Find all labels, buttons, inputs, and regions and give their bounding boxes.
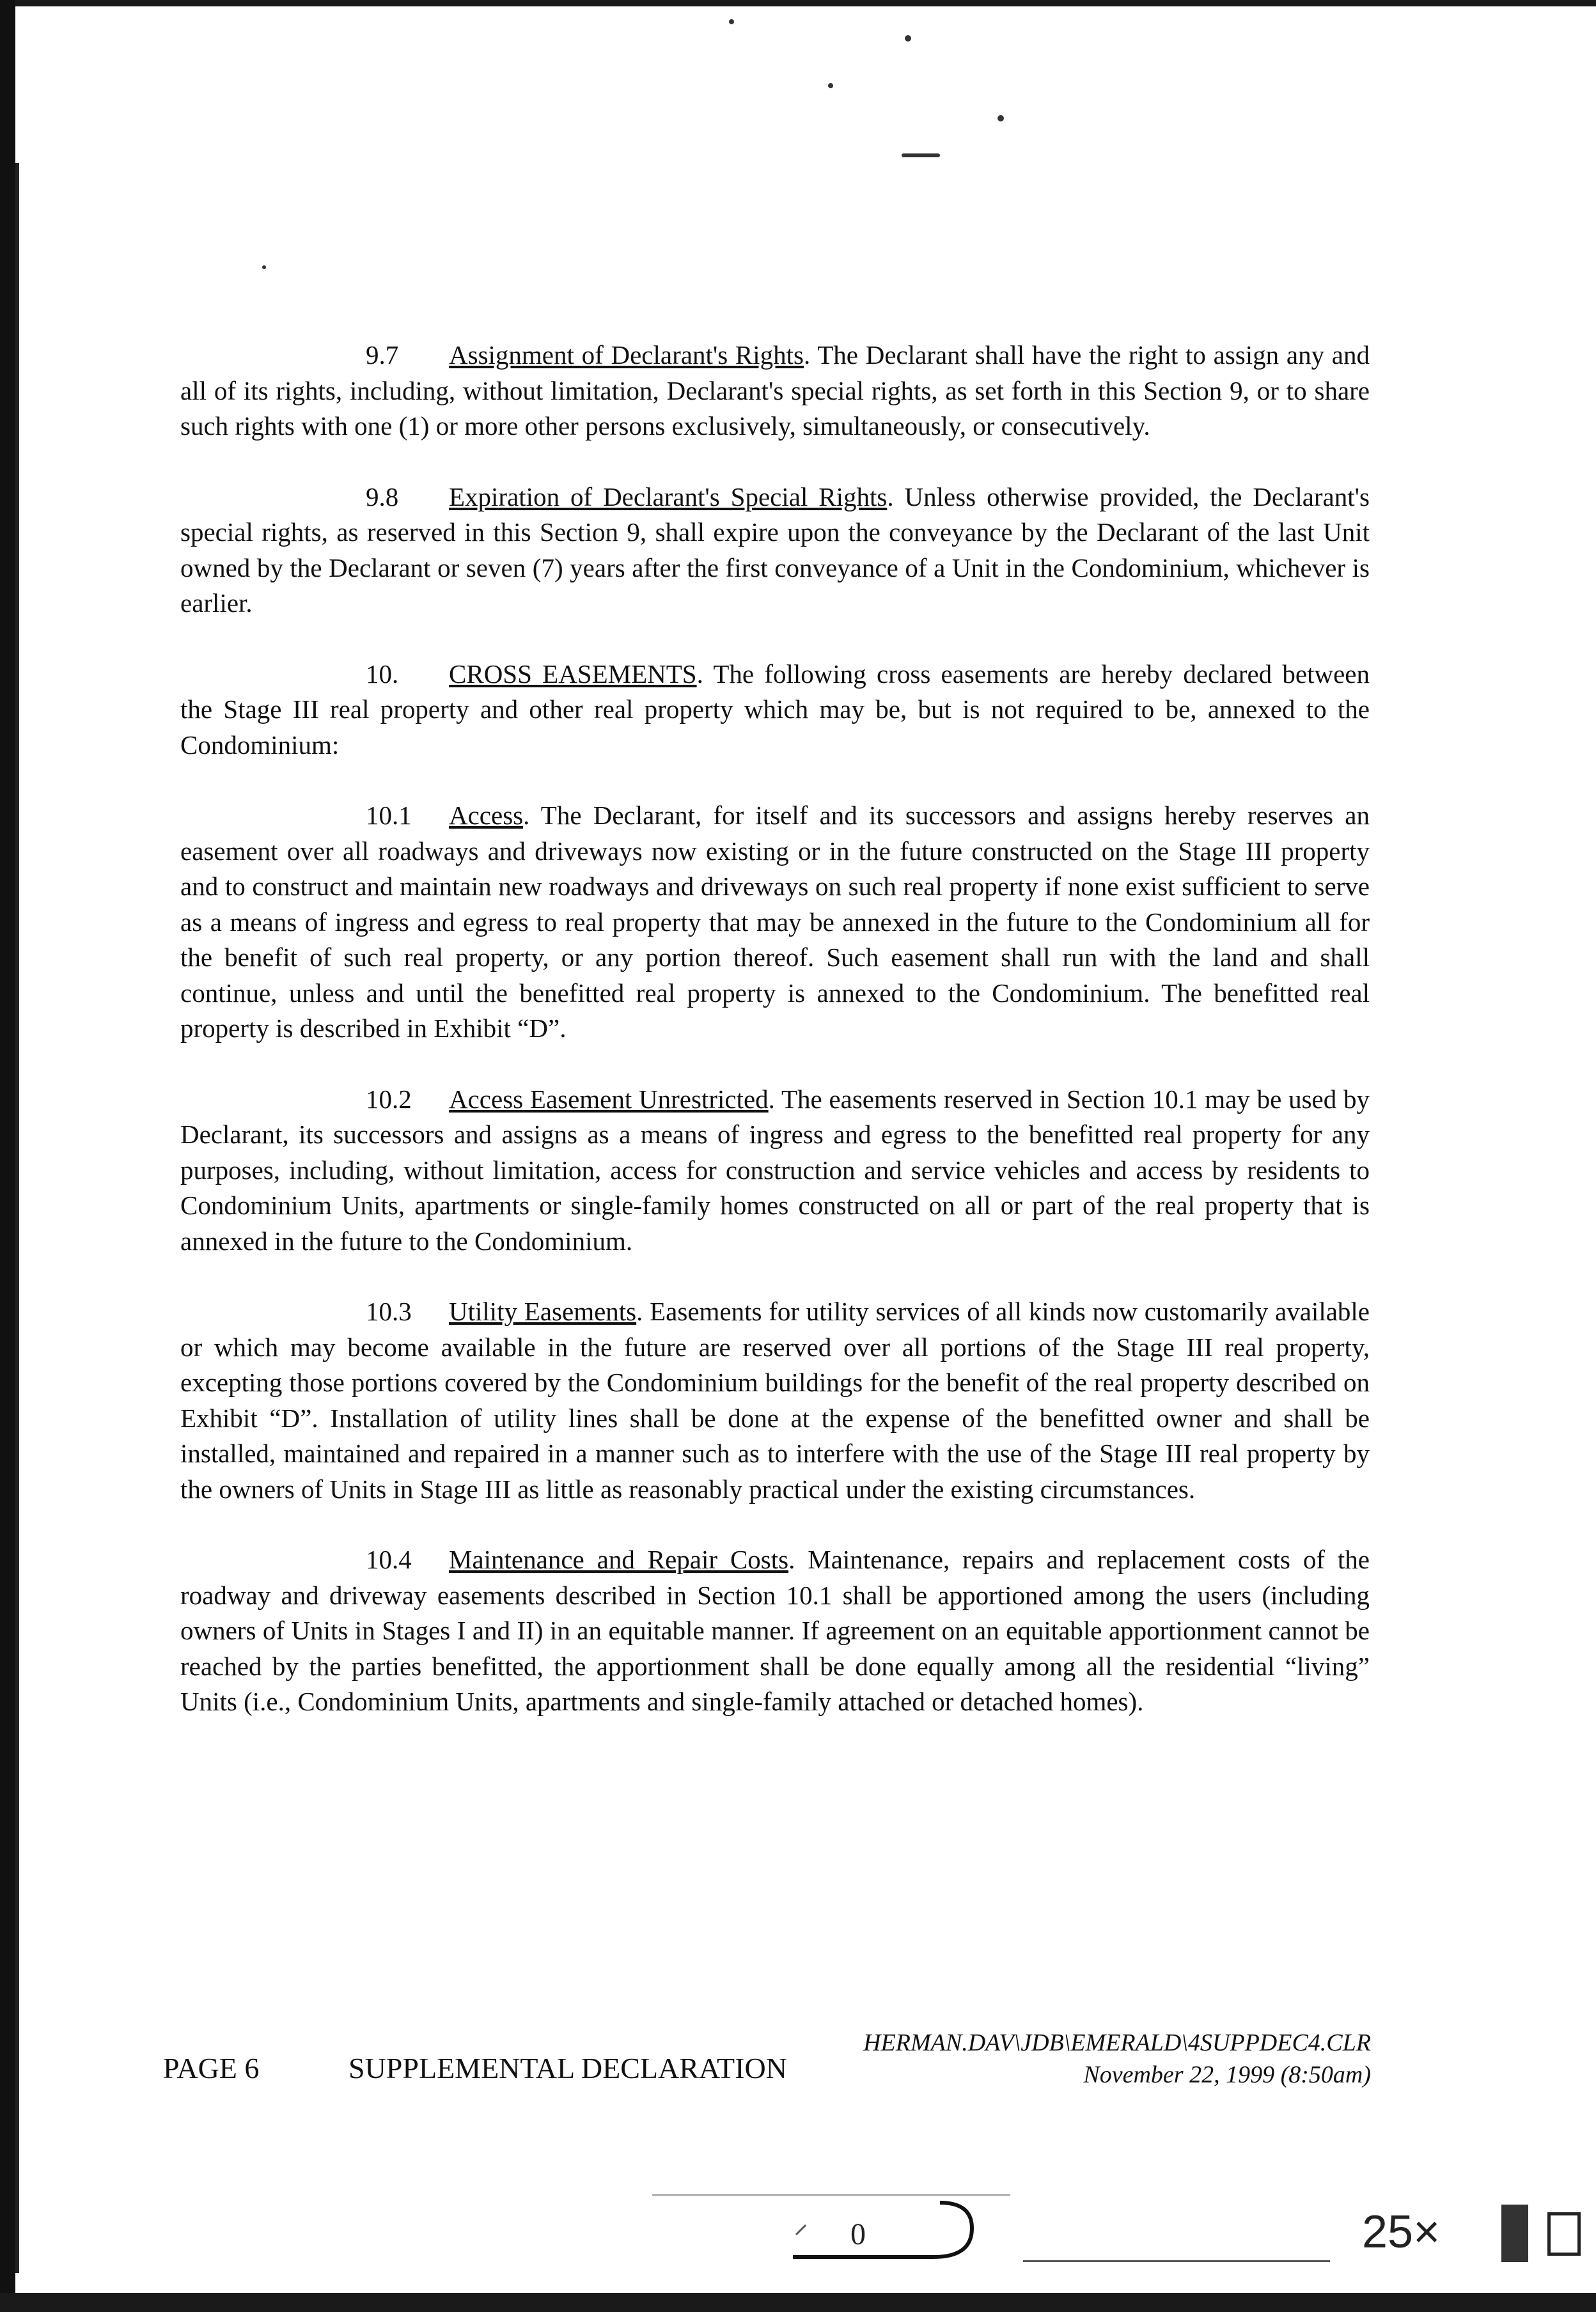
section-number: 9.7 <box>366 340 399 370</box>
scan-speck <box>262 265 266 269</box>
footer <box>163 2051 787 2085</box>
section-text: . The Declarant shall have the right to assign any and all of its rights, including, without limitation, Declarant's special rights, as set forth in this Section 9, or to share such rights with one (1) or more other persons exclusively, simultaneously, or consecutively. <box>180 340 1370 441</box>
stamp-mark <box>786 2199 978 2263</box>
section-heading: Expiration of Declarant's Special Rights <box>449 481 888 512</box>
scan-speck <box>902 153 940 157</box>
section-number: 10.3 <box>366 1297 412 1326</box>
footer-date: November 22, 1999 (8:50am) <box>1083 2061 1371 2088</box>
scan-edge-top <box>0 0 1596 6</box>
scan-rule <box>1023 2260 1330 2262</box>
tally-number: 25 <box>1362 2207 1414 2258</box>
section-9-8 <box>180 480 1370 621</box>
scan-edge-left <box>0 0 15 2312</box>
stamp-text: 0 <box>850 2217 866 2251</box>
section-text: . Unless otherwise provided, the Declarant's special rights, as reserved in this Section 9, shall expire upon the conveyance by the Declarant of the last Unit owned by the Declarant or seven (7) years after the first conveyance of a Unit in the Condominium, whichever is earlier. <box>180 481 1370 618</box>
scan-speck <box>828 83 833 88</box>
section-heading: Access Easement Unrestricted <box>449 1084 769 1114</box>
scan-speck <box>997 115 1004 121</box>
section-number: 10.1 <box>366 801 412 830</box>
section-text: . The following cross easements are hereby declared between the Stage III real property and other real property which may be, but is not required to be, annexed to the Condominium: <box>180 659 1370 760</box>
footer-file-info <box>795 2027 1371 2091</box>
scan-speck <box>729 19 734 24</box>
section-heading: Access <box>449 801 524 830</box>
section-10-3 <box>180 1294 1370 1507</box>
mark-block <box>1501 2205 1528 2262</box>
document-body <box>180 338 1370 1755</box>
section-number: 10.2 <box>366 1084 412 1114</box>
section-10-2 <box>180 1082 1370 1260</box>
section-10-1 <box>180 798 1370 1047</box>
section-number: 9.8 <box>366 481 399 512</box>
footer-page-number: PAGE 6 <box>163 2052 260 2084</box>
section-number: 10.4 <box>366 1545 412 1574</box>
checkbox-mark <box>1547 2212 1581 2256</box>
footer-title: SUPPLEMENTAL DECLARATION <box>348 2052 787 2084</box>
tally-x: × <box>1413 2207 1441 2258</box>
section-9-7 <box>180 338 1370 444</box>
section-heading: Utility Easements <box>449 1297 637 1326</box>
section-text: . Maintenance, repairs and replacement costs of the roadway and driveway easements described in Section 10.1 shall be apportioned among the users (including owners of Units in Stages I and II) in an equitable manner. If agreement on an equitable apportionment cannot be reached by the parties benefitted, the apportionment shall be done equally among all the residential “living” Units (i.e., Condominium Units, apartments and single-family attached or detached homes). <box>180 1545 1370 1716</box>
section-10 <box>180 657 1370 763</box>
scan-speck <box>905 35 911 42</box>
section-text: . The easements reserved in Section 10.1 may be used by Declarant, its successors and assigns as a means of ingress and egress to the benefitted real property for any purposes, including, without limitation, access for construction and service vehicles and access by residents to Condominium Units, apartments or single-family homes constructed on all or part of the real property that is annexed in the future to the Condominium. <box>180 1084 1370 1256</box>
scan-edge-bottom <box>0 2293 1596 2312</box>
scan-rule <box>652 2194 1010 2196</box>
section-text: . Easements for utility services of all kinds now customarily available or which may become available in the future are reserved over all portions of the Stage III real property, excepting those portions covered by the Condominium buildings for the benefit of the real property described on Exhibit “D”. Installation of utility lines shall be done at the expense of the benefitted owner and shall be installed, maintained and repaired in a manner such as to interfere with the use of the Stage III real property by the owners of Units in Stage III as little as reasonably practical under the existing circumstances. <box>180 1297 1370 1504</box>
tally-mark <box>1362 2206 1440 2258</box>
footer-file-path: HERMAN.DAV\JDB\EMERALD\4SUPPDEC4.CLR <box>863 2029 1371 2056</box>
section-text: . The Declarant, for itself and its successors and assigns hereby reserves an easement over all roadways and driveways now existing or in the future constructed on the Stage III property and to construct and maintain new roadways and driveways on such real property if none exist sufficient to serve as a means of ingress and egress to real property that may be annexed in the future to the Condominium all for the benefit of such real property, or any portion thereof. Such easement shall run with the land and shall continue, unless and until the benefitted real property is annexed to the Condominium. The benefitted real property is described in Exhibit “D”. <box>180 801 1370 1043</box>
section-10-4 <box>180 1542 1370 1720</box>
section-number: 10. <box>366 659 399 689</box>
scan-edge-left-shadow <box>15 163 19 2273</box>
section-heading: Assignment of Declarant's Rights <box>449 340 804 370</box>
section-heading: CROSS EASEMENTS <box>449 659 697 689</box>
section-heading: Maintenance and Repair Costs <box>449 1545 789 1574</box>
